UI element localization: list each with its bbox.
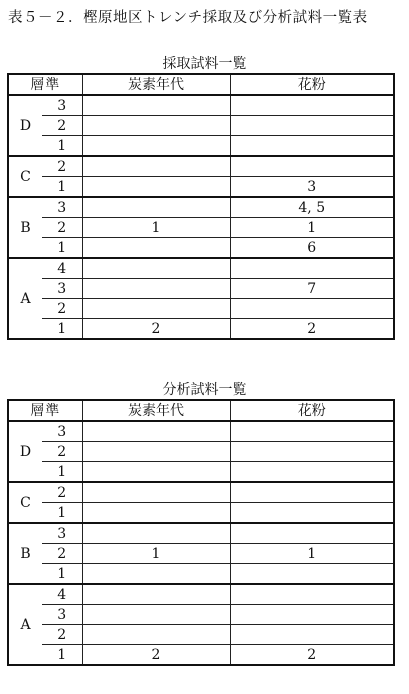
sub-layer-cell: 2 xyxy=(42,625,82,645)
carbon-age-cell xyxy=(82,177,230,198)
sampling-table xyxy=(7,73,395,340)
table-row xyxy=(8,238,394,259)
carbon-age-cell xyxy=(82,95,230,116)
carbon-age-cell xyxy=(82,238,230,259)
pollen-cell: 2 xyxy=(230,319,394,340)
table-row xyxy=(8,584,394,605)
carbon-age-cell xyxy=(82,442,230,462)
table-row xyxy=(8,503,394,524)
sub-layer-cell: 3 xyxy=(42,197,82,218)
carbon-age-cell xyxy=(82,299,230,319)
sub-layer-cell: 2 xyxy=(42,218,82,238)
layer-group-label: A xyxy=(8,258,42,339)
header-layer: 層準 xyxy=(8,400,82,421)
layer-group-label: D xyxy=(8,421,42,482)
carbon-age-cell xyxy=(82,584,230,605)
header-pollen: 花粉 xyxy=(230,400,394,421)
pollen-cell xyxy=(230,503,394,524)
pollen-cell xyxy=(230,564,394,585)
carbon-age-cell xyxy=(82,279,230,299)
carbon-age-cell xyxy=(82,116,230,136)
table-row xyxy=(8,605,394,625)
pollen-cell xyxy=(230,482,394,503)
sub-layer-cell: 3 xyxy=(42,279,82,299)
sub-layer-cell: 1 xyxy=(42,462,82,483)
pollen-cell xyxy=(230,442,394,462)
sub-layer-cell: 3 xyxy=(42,523,82,544)
sub-layer-cell: 3 xyxy=(42,605,82,625)
sub-layer-cell: 1 xyxy=(42,319,82,340)
carbon-age-cell xyxy=(82,421,230,442)
sub-layer-cell: 2 xyxy=(42,482,82,503)
carbon-age-cell xyxy=(82,482,230,503)
layer-group-label: D xyxy=(8,95,42,156)
sub-layer-cell: 4 xyxy=(42,258,82,279)
table-row xyxy=(8,218,394,238)
sub-layer-cell: 1 xyxy=(42,503,82,524)
table-row xyxy=(8,95,394,116)
carbon-age-cell xyxy=(82,197,230,218)
sub-layer-cell: 2 xyxy=(42,442,82,462)
layer-group-label: A xyxy=(8,584,42,665)
table-row xyxy=(8,544,394,564)
table-row xyxy=(8,482,394,503)
pollen-cell: 3 xyxy=(230,177,394,198)
page-title: 表５－２．樫原地区トレンチ採取及び分析試料一覧表 xyxy=(8,10,368,26)
sub-layer-cell: 2 xyxy=(42,544,82,564)
sub-layer-cell: 1 xyxy=(42,238,82,259)
carbon-age-cell: 2 xyxy=(82,645,230,666)
table-row xyxy=(8,197,394,218)
table-row xyxy=(8,156,394,177)
carbon-age-cell xyxy=(82,523,230,544)
table-row xyxy=(8,564,394,585)
sub-layer-cell: 3 xyxy=(42,95,82,116)
table-row xyxy=(8,442,394,462)
carbon-age-cell: 2 xyxy=(82,319,230,340)
sub-layer-cell: 1 xyxy=(42,136,82,157)
carbon-age-cell xyxy=(82,503,230,524)
pollen-cell xyxy=(230,605,394,625)
table-row xyxy=(8,462,394,483)
layer-group-label: B xyxy=(8,523,42,584)
pollen-cell: 4, 5 xyxy=(230,197,394,218)
sub-layer-cell: 4 xyxy=(42,584,82,605)
table-row xyxy=(8,645,394,666)
pollen-cell: 6 xyxy=(230,238,394,259)
analysis-table-caption: 分析試料一覧 xyxy=(162,382,247,398)
carbon-age-cell xyxy=(82,462,230,483)
carbon-age-cell xyxy=(82,156,230,177)
pollen-cell xyxy=(230,136,394,157)
layer-group-label: C xyxy=(8,482,42,523)
sub-layer-cell: 1 xyxy=(42,177,82,198)
table-row xyxy=(8,319,394,340)
header-carbon-age: 炭素年代 xyxy=(82,74,230,95)
table-row xyxy=(8,116,394,136)
table-row xyxy=(8,279,394,299)
table-row xyxy=(8,258,394,279)
sub-layer-cell: 2 xyxy=(42,299,82,319)
carbon-age-cell xyxy=(82,564,230,585)
header-pollen: 花粉 xyxy=(230,74,394,95)
carbon-age-cell: 1 xyxy=(82,544,230,564)
pollen-cell: 7 xyxy=(230,279,394,299)
sub-layer-cell: 2 xyxy=(42,116,82,136)
pollen-cell xyxy=(230,584,394,605)
carbon-age-cell xyxy=(82,136,230,157)
table-row xyxy=(8,625,394,645)
pollen-cell xyxy=(230,462,394,483)
analysis-table xyxy=(7,399,395,666)
pollen-cell: 2 xyxy=(230,645,394,666)
pollen-cell xyxy=(230,95,394,116)
pollen-cell xyxy=(230,156,394,177)
pollen-cell xyxy=(230,116,394,136)
carbon-age-cell xyxy=(82,625,230,645)
pollen-cell xyxy=(230,258,394,279)
table-row xyxy=(8,299,394,319)
table-row xyxy=(8,136,394,157)
layer-group-label: C xyxy=(8,156,42,197)
pollen-cell xyxy=(230,421,394,442)
carbon-age-cell xyxy=(82,605,230,625)
sub-layer-cell: 3 xyxy=(42,421,82,442)
layer-group-label: B xyxy=(8,197,42,258)
pollen-cell xyxy=(230,625,394,645)
pollen-cell xyxy=(230,523,394,544)
table-row xyxy=(8,421,394,442)
table-row xyxy=(8,177,394,198)
sub-layer-cell: 2 xyxy=(42,156,82,177)
carbon-age-cell: 1 xyxy=(82,218,230,238)
header-carbon-age: 炭素年代 xyxy=(82,400,230,421)
pollen-cell xyxy=(230,299,394,319)
header-layer: 層準 xyxy=(8,74,82,95)
sub-layer-cell: 1 xyxy=(42,645,82,666)
sampling-table-caption: 採取試料一覧 xyxy=(162,56,247,72)
carbon-age-cell xyxy=(82,258,230,279)
table-row xyxy=(8,523,394,544)
sub-layer-cell: 1 xyxy=(42,564,82,585)
pollen-cell: 1 xyxy=(230,544,394,564)
pollen-cell: 1 xyxy=(230,218,394,238)
